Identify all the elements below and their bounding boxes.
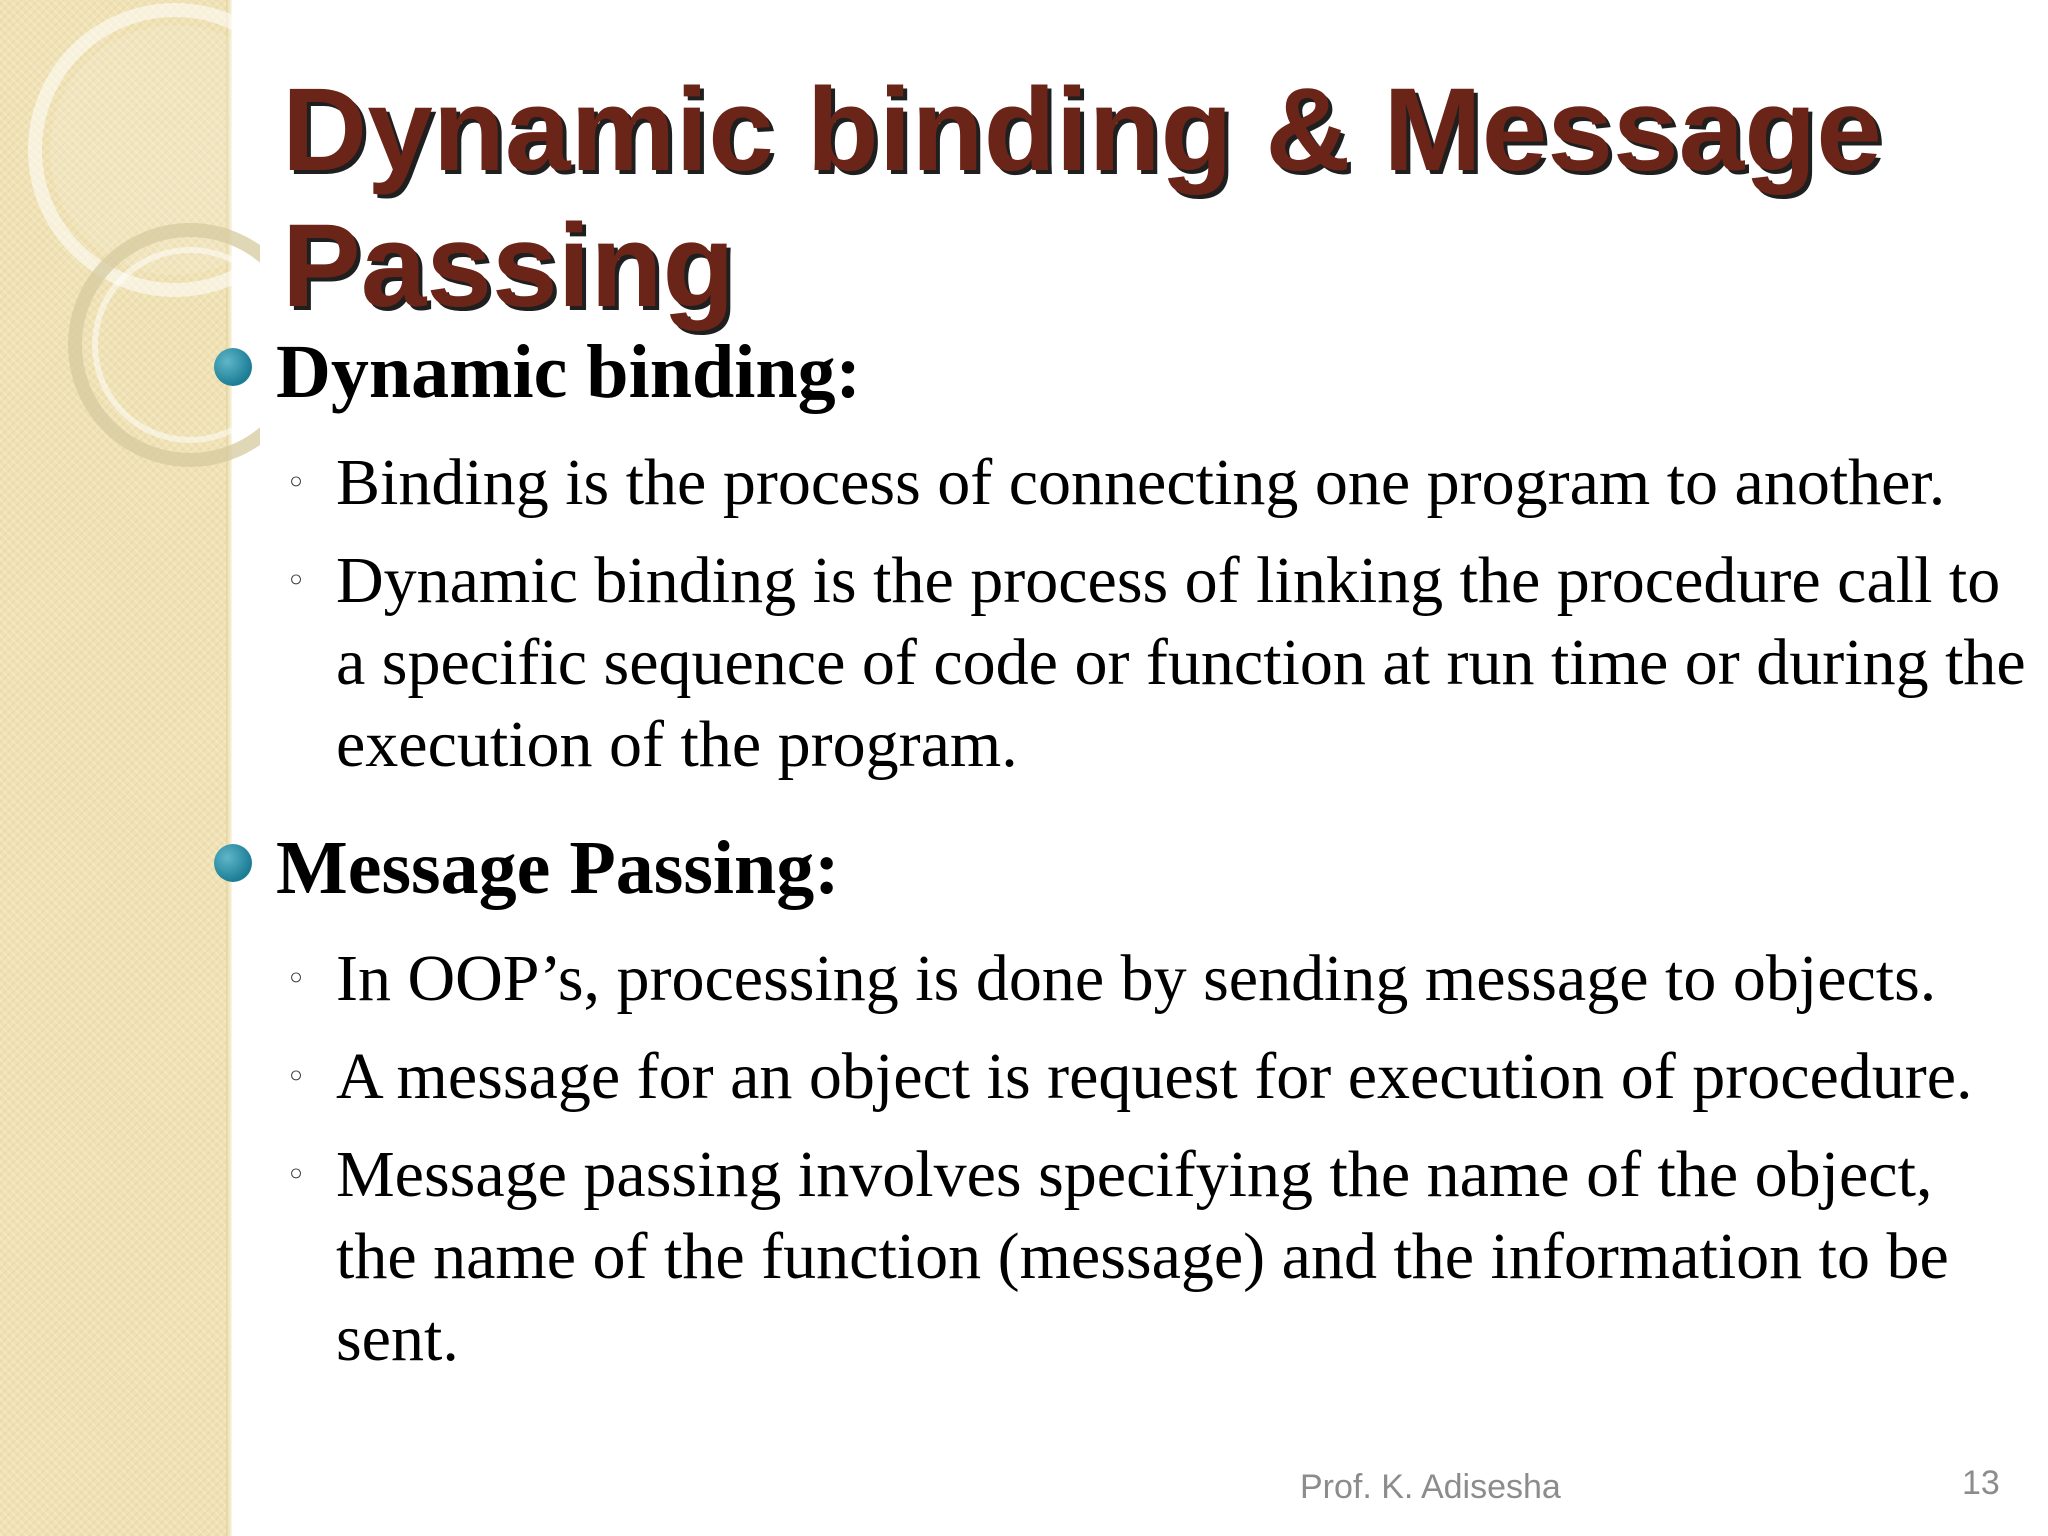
list-item-text: Dynamic binding is the process of linking the procedure call to a specific sequence of code or function at run time or during the execution of the program.: [336, 544, 2026, 781]
list-item: [208, 540, 2028, 786]
list-item-text: Message passing involves specifying the name of the object, the name of the function (message) and the information to be sent.: [336, 1138, 1949, 1375]
list-item: [208, 1036, 2028, 1118]
section-heading: Dynamic binding:: [276, 330, 861, 414]
page-number: 13: [1962, 1464, 2000, 1502]
list-item-text: In OOP’s, processing is done by sending message to objects.: [336, 942, 1937, 1015]
list-item: [208, 442, 2028, 524]
hollow-circle-bullet-icon: ◦: [286, 561, 307, 601]
slide-title: Dynamic binding & Message Passing: [282, 64, 1882, 332]
section-dynamic-binding: [208, 318, 2028, 426]
slide-content: [208, 318, 2028, 1380]
section-heading: Message Passing:: [276, 826, 840, 910]
hollow-circle-bullet-icon: ◦: [286, 1155, 307, 1195]
footer-author: Prof. K. Adisesha: [1300, 1468, 1561, 1506]
list-item: [208, 1134, 2028, 1380]
hollow-circle-bullet-icon: ◦: [286, 463, 307, 503]
list-item-text: A message for an object is request for execution of procedure.: [336, 1040, 1973, 1113]
hollow-circle-bullet-icon: ◦: [286, 959, 307, 999]
list-item: [208, 938, 2028, 1020]
list-item-text: Binding is the process of connecting one program to another.: [336, 446, 1946, 519]
teal-circle-bullet-icon: [214, 844, 252, 882]
teal-circle-bullet-icon: [214, 348, 252, 386]
section-message-passing: [208, 814, 2028, 922]
hollow-circle-bullet-icon: ◦: [286, 1057, 307, 1097]
